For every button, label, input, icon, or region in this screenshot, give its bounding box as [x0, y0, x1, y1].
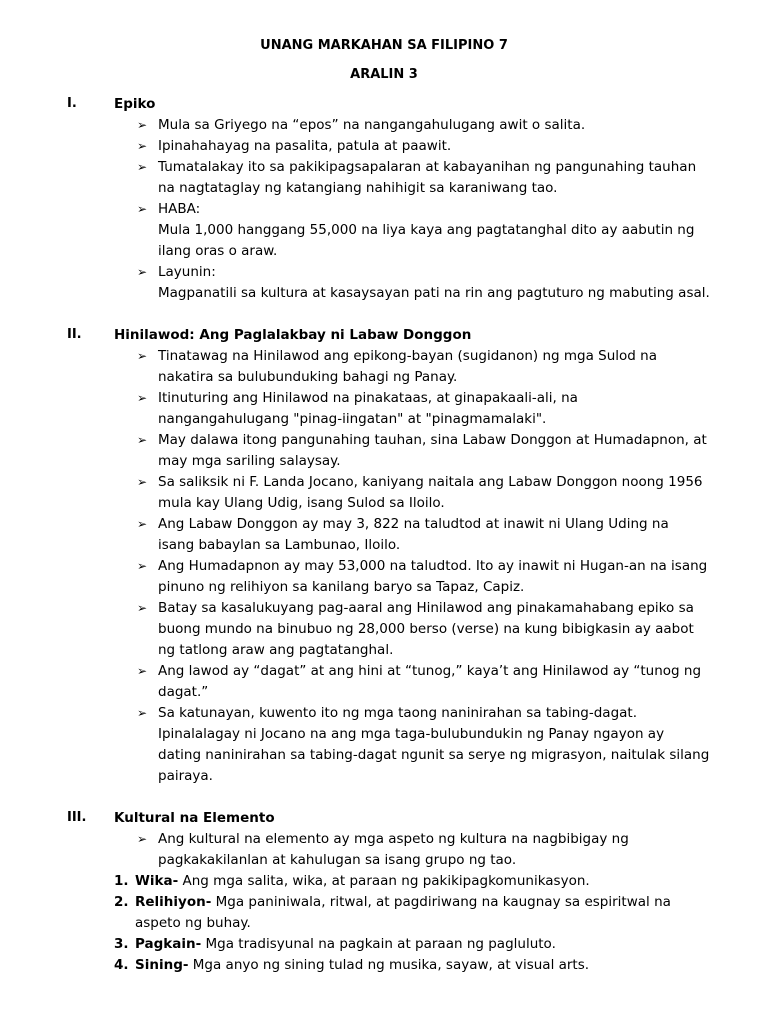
bullet-text: Mula sa Griyego na “epos” na nangangahulugang awit o salita. [158, 117, 586, 133]
arrow-bullet-icon: ➢ [137, 559, 148, 573]
section-heading: Epiko [114, 96, 156, 112]
bullet-text: Tumatalakay ito sa pakikipagsapalaran at kabayanihan ng pangunahing tauhan [158, 159, 697, 175]
arrow-bullet-icon: ➢ [137, 664, 148, 678]
arrow-bullet-icon: ➢ [137, 433, 148, 447]
arrow-bullet-icon: ➢ [137, 391, 148, 405]
list-item-text: aspeto ng buhay. [135, 915, 251, 931]
bullet-text: ng tatlong araw ang pagtatanghal. [158, 642, 394, 658]
list-number: 1. [114, 873, 129, 889]
bullet-text: dating naninirahan sa tabing-dagat ngunit sa serye ng migrasyon, naitulak silang [158, 747, 710, 763]
arrow-bullet-icon: ➢ [137, 160, 148, 174]
arrow-bullet-icon: ➢ [137, 475, 148, 489]
bullet-text: Batay sa kasalukuyang pag-aaral ang Hinilawod ang pinakamahabang epiko sa [158, 600, 694, 616]
list-item-text: Wika- Ang mga salita, wika, at paraan ng pakikipagkomunikasyon. [135, 873, 590, 889]
section-heading: Hinilawod: Ang Paglalakbay ni Labaw Donggon [114, 327, 472, 343]
bullet-text: Magpanatili sa kultura at kasaysayan pati na rin ang pagtuturo ng mabuting asal. [158, 285, 710, 301]
document-title: UNANG MARKAHAN SA FILIPINO 7 [260, 38, 508, 53]
bullet-text: Ang kultural na elemento ay mga aspeto ng kultura na nagbibigay ng [158, 831, 629, 847]
bullet-text: pinuno ng relihiyon sa kanilang baryo sa Tapaz, Capiz. [158, 579, 525, 595]
arrow-bullet-icon: ➢ [137, 601, 148, 615]
bullet-text: Itinuturing ang Hinilawod na pinakataas, at ginapakaali-ali, na [158, 390, 578, 406]
section-numeral: III. [67, 810, 87, 825]
bullet-text: ilang oras o araw. [158, 243, 278, 259]
list-number: 4. [114, 957, 129, 973]
bullet-text: Sa saliksik ni F. Landa Jocano, kaniyang naitala ang Labaw Donggon noong 1956 [158, 474, 703, 490]
arrow-bullet-icon: ➢ [137, 118, 148, 132]
bullet-text: may mga sariling salaysay. [158, 453, 341, 469]
bullet-text: na nagtataglay ng katangiang nahihigit sa karaniwang tao. [158, 180, 558, 196]
arrow-bullet-icon: ➢ [137, 265, 148, 279]
bullet-text: Mula 1,000 hanggang 55,000 na liya kaya ang pagtatanghal dito ay aabutin ng [158, 222, 695, 238]
arrow-bullet-icon: ➢ [137, 706, 148, 720]
bullet-text: mula kay Ulang Udig, isang Sulod sa Iloilo. [158, 495, 445, 511]
bullet-text: HABA: [158, 201, 201, 217]
bullet-text: Sa katunayan, kuwento ito ng mga taong naninirahan sa tabing-dagat. [158, 705, 637, 721]
bullet-text: pairaya. [158, 768, 213, 784]
section-heading: Kultural na Elemento [114, 810, 275, 826]
bullet-text: Ang Humadapnon ay may 53,000 na taludtod. Ito ay inawit ni Hugan-an na isang [158, 558, 708, 574]
arrow-bullet-icon: ➢ [137, 832, 148, 846]
arrow-bullet-icon: ➢ [137, 139, 148, 153]
bullet-text: Layunin: [158, 264, 216, 280]
bullet-text: Tinatawag na Hinilawod ang epikong-bayan (sugidanon) ng mga Sulod na [158, 348, 657, 364]
section-numeral: II. [67, 327, 82, 342]
bullet-text: buong mundo na binubuo ng 28,000 berso (verse) na kung bibigkasin ay aabot [158, 621, 694, 637]
bullet-text: nangangahulugang "pinag-iingatan" at "pinagmamalaki". [158, 411, 547, 427]
bullet-text: Ipinahahayag na pasalita, patula at paawit. [158, 138, 452, 154]
list-number: 3. [114, 936, 129, 952]
arrow-bullet-icon: ➢ [137, 202, 148, 216]
list-item-term: Sining- [135, 957, 189, 973]
bullet-text: May dalawa itong pangunahing tauhan, sina Labaw Donggon at Humadapnon, at [158, 432, 707, 448]
bullet-text: Ang lawod ay “dagat” at ang hini at “tunog,” kaya’t ang Hinilawod ay “tunog ng [158, 663, 702, 679]
list-item-text: Sining- Mga anyo ng sining tulad ng musika, sayaw, at visual arts. [135, 957, 590, 973]
bullet-text: Ipinalalagay ni Jocano na ang mga taga-bulubundukin ng Panay ngayon ay [158, 726, 665, 742]
bullet-text: nakatira sa bulubunduking bahagi ng Panay. [158, 369, 458, 385]
section-numeral: I. [67, 96, 77, 111]
bullet-text: dagat.” [158, 684, 209, 700]
bullet-text: Ang Labaw Donggon ay may 3, 822 na taludtod at inawit ni Ulang Uding na [158, 516, 669, 532]
list-item-term: Relihiyon- [135, 894, 212, 910]
list-item-text: Relihiyon- Mga paniniwala, ritwal, at pagdiriwang na kaugnay sa espiritwal na [135, 894, 671, 910]
list-item-term: Pagkain- [135, 936, 202, 952]
bullet-text: isang babaylan sa Lambunao, Iloilo. [158, 537, 401, 553]
list-number: 2. [114, 894, 129, 910]
list-item-text: Pagkain- Mga tradisyunal na pagkain at paraan ng pagluluto. [135, 936, 556, 952]
arrow-bullet-icon: ➢ [137, 517, 148, 531]
bullet-text: pagkakakilanlan at kahulugan sa isang grupo ng tao. [158, 852, 517, 868]
list-item-term: Wika- [135, 873, 179, 889]
lesson-number: ARALIN 3 [350, 67, 418, 82]
arrow-bullet-icon: ➢ [137, 349, 148, 363]
